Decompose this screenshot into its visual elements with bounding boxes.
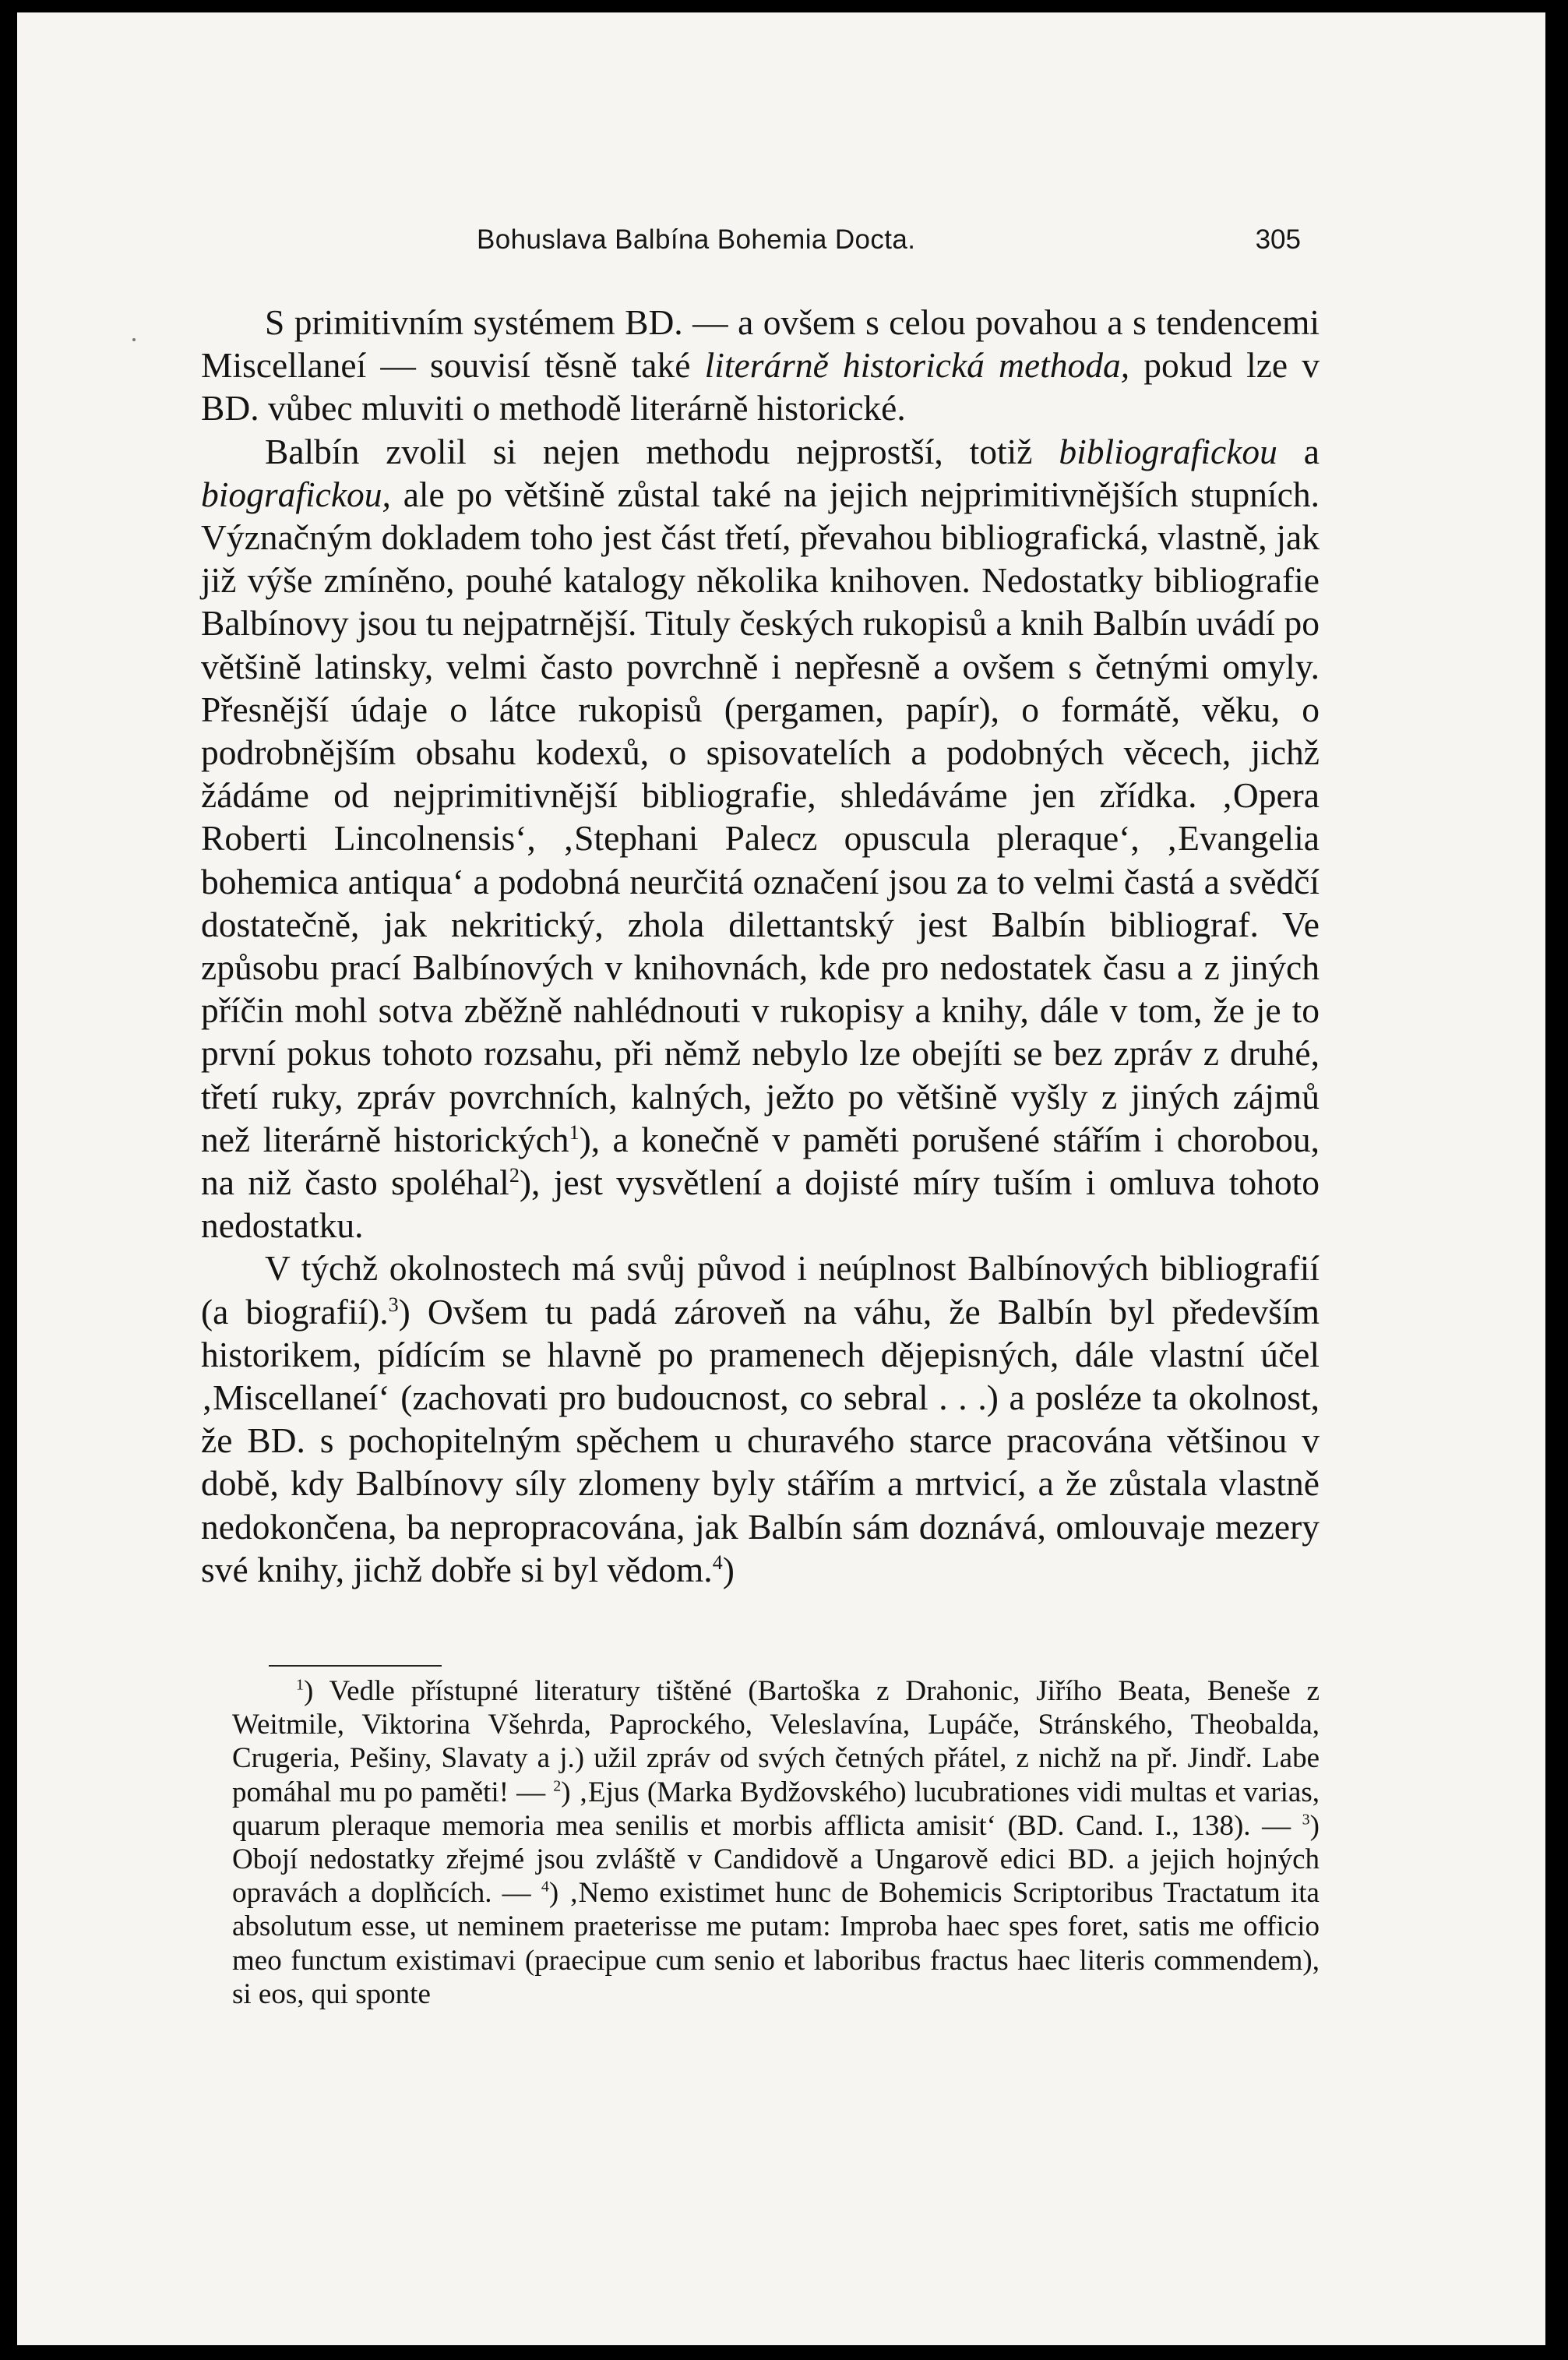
footnote-text: ) Obojí nedostatky zřejmé jsou zvláště v Candidově a Ungarově edici BD. a jejich hojných opravách a doplňcích. —: [232, 1809, 1320, 1910]
text-run: ), a konečně v paměti porušené stářím i chorobou, na niž často spoléhal: [201, 1119, 1320, 1203]
footnote-ref: 1: [569, 1120, 580, 1144]
paragraph-2: [201, 430, 1320, 1247]
text-run: V týchž okolnostech má svůj původ i neúplnost Balbínových bibliografií (a biografií).: [201, 1248, 1320, 1332]
italic-term: bibliografickou: [1059, 431, 1277, 471]
running-header: [477, 224, 1301, 259]
footnote-mark: 3: [1302, 1811, 1310, 1829]
footnote-ref: 4: [712, 1550, 723, 1574]
footnotes: [232, 1674, 1320, 2011]
italic-term: biografickou,: [201, 474, 391, 514]
footnote-text: ) ‚Ejus (Marka Bydžovského) lucubrationes vidi multas et varias, quarum pleraque memoria mea senilis et morbis afflicta amisit‘ (BD. Cand. I., 138). —: [232, 1776, 1320, 1842]
footnote-text: ) ‚Nemo existimet hunc de Bohemicis Scriptoribus Tractatum ita absolutum esse, ut neminem praeterisse me putam: Improba haec spes foret, satis me officio meo functum existimavi (praecipue cum senio et laboribus fractus haec literis commendem), si eos, qui sponte: [232, 1877, 1320, 2010]
text-run: a: [1277, 431, 1320, 471]
footnote-mark: 4: [541, 1878, 549, 1896]
footnote-text: ) Vedle přístupné literatury tištěné (Bartoška z Drahonic, Jiřího Beata, Beneše z Weitmile, Viktorina Všehrda, Paprockého, Veleslavína, Lupáče, Stránského, Theobalda, Crugeria, Pešiny, Slavaty a j.) užil zpráv od svých četných přátel, z nichž na př. Jindř. Labe pomáhal mu po paměti! —: [232, 1675, 1320, 1808]
text-run: pokud lze v BD. vůbec mluviti o methodě literárně historické.: [201, 345, 1320, 429]
paragraph-1: [201, 301, 1320, 430]
footnote-ref: 2: [509, 1163, 520, 1187]
text-run: ale po většině zůstal také na jejich nejprimitivnějších stupních. Význačným dokladem toho jest část třetí, převahou bibliografická, vlastně, jak již výše zmíněno, pouhé katalogy několika knihoven. Nedostatky bibliografie Balbínovy jsou tu nejpatrnější. Tituly českých rukopisů a knih Balbín uvádí po většině latinsky, velmi často povrchně i nepřesně a ovšem s četnými omyly. Přesnější údaje o látce rukopisů (pergamen, papír), o formátě, věku, o podrobnějším obsahu kodexů, o spisovatelích a podobných věcech, jichž žádáme od nejprimitivnější bibliografie, shledáváme jen zřídka. ‚Opera Roberti Lincolnensis‘, ‚Stephani Palecz opuscula pleraque‘, ‚Evangelia bohemica antiqua‘ a podobná neurčitá označení jsou za to velmi častá a svědčí dostatečně, jak nekritický, zhola dilettantský jest Balbín bibliograf. Ve způsobu prací Balbínových v knihovnách, kde pro nedostatek času a z jiných příčin mohl sotva zběžně nahlédnouti v rukopisy a knihy, dále v tom, že je to první pokus tohoto rozsahu, při němž nebylo lze obejíti se bez zpráv z druhé, třetí ruky, zpráv povrchních, kalných, ježto po většině vyšly z jiných zájmů než literárně historických: [201, 474, 1320, 1159]
main-text: [201, 301, 1320, 1591]
text-run: ), jest vysvětlení a dojisté míry tuším i omluva tohoto nedostatku.: [201, 1162, 1320, 1246]
text-run: ): [722, 1549, 735, 1589]
page-number: 305: [1255, 224, 1301, 255]
footnote-rule: [269, 1665, 442, 1667]
text-run: ) Ovšem tu padá zároveň na váhu, že Balbín byl především historikem, pídícím se hlavně po pramenech dějepisných, dále vlastní účel ‚Miscellaneí‘ (zachovati pro budoucnost, co sebral . . .) a posléze ta okolnost, že BD. s pochopitelným spěchem u churavého starce pracována většinou v době, kdy Balbínovy síly zlomeny byly stářím a mrtvicí, a že zůstala vlastně nedokončena, ba nepropracována, jak Balbín sám doznává, omlouvaje mezery své knihy, jichž dobře si byl vědom.: [201, 1291, 1320, 1589]
running-title: Bohuslava Balbína Bohemia Docta.: [477, 224, 916, 255]
scan-speck: [132, 338, 136, 341]
scan-border-left: [0, 0, 17, 2360]
footnote-mark: 2: [553, 1777, 562, 1795]
footnote-ref: 3: [388, 1293, 399, 1316]
italic-term: literárně historická methoda,: [704, 345, 1130, 386]
text-run: S primitivním systémem BD. — a ovšem s celou povahou a s tendencemi Miscellaneí — souvisí těsně také: [201, 302, 1320, 386]
paragraph-3: [201, 1247, 1320, 1591]
text-run: Balbín zvolil si nejen methodu nejprostší, totiž: [265, 431, 1059, 471]
footnote-mark: 1: [296, 1676, 304, 1694]
book-page: [17, 12, 1545, 2345]
footnote-block: [232, 1674, 1320, 2011]
scan-border-right: [1545, 0, 1568, 2360]
